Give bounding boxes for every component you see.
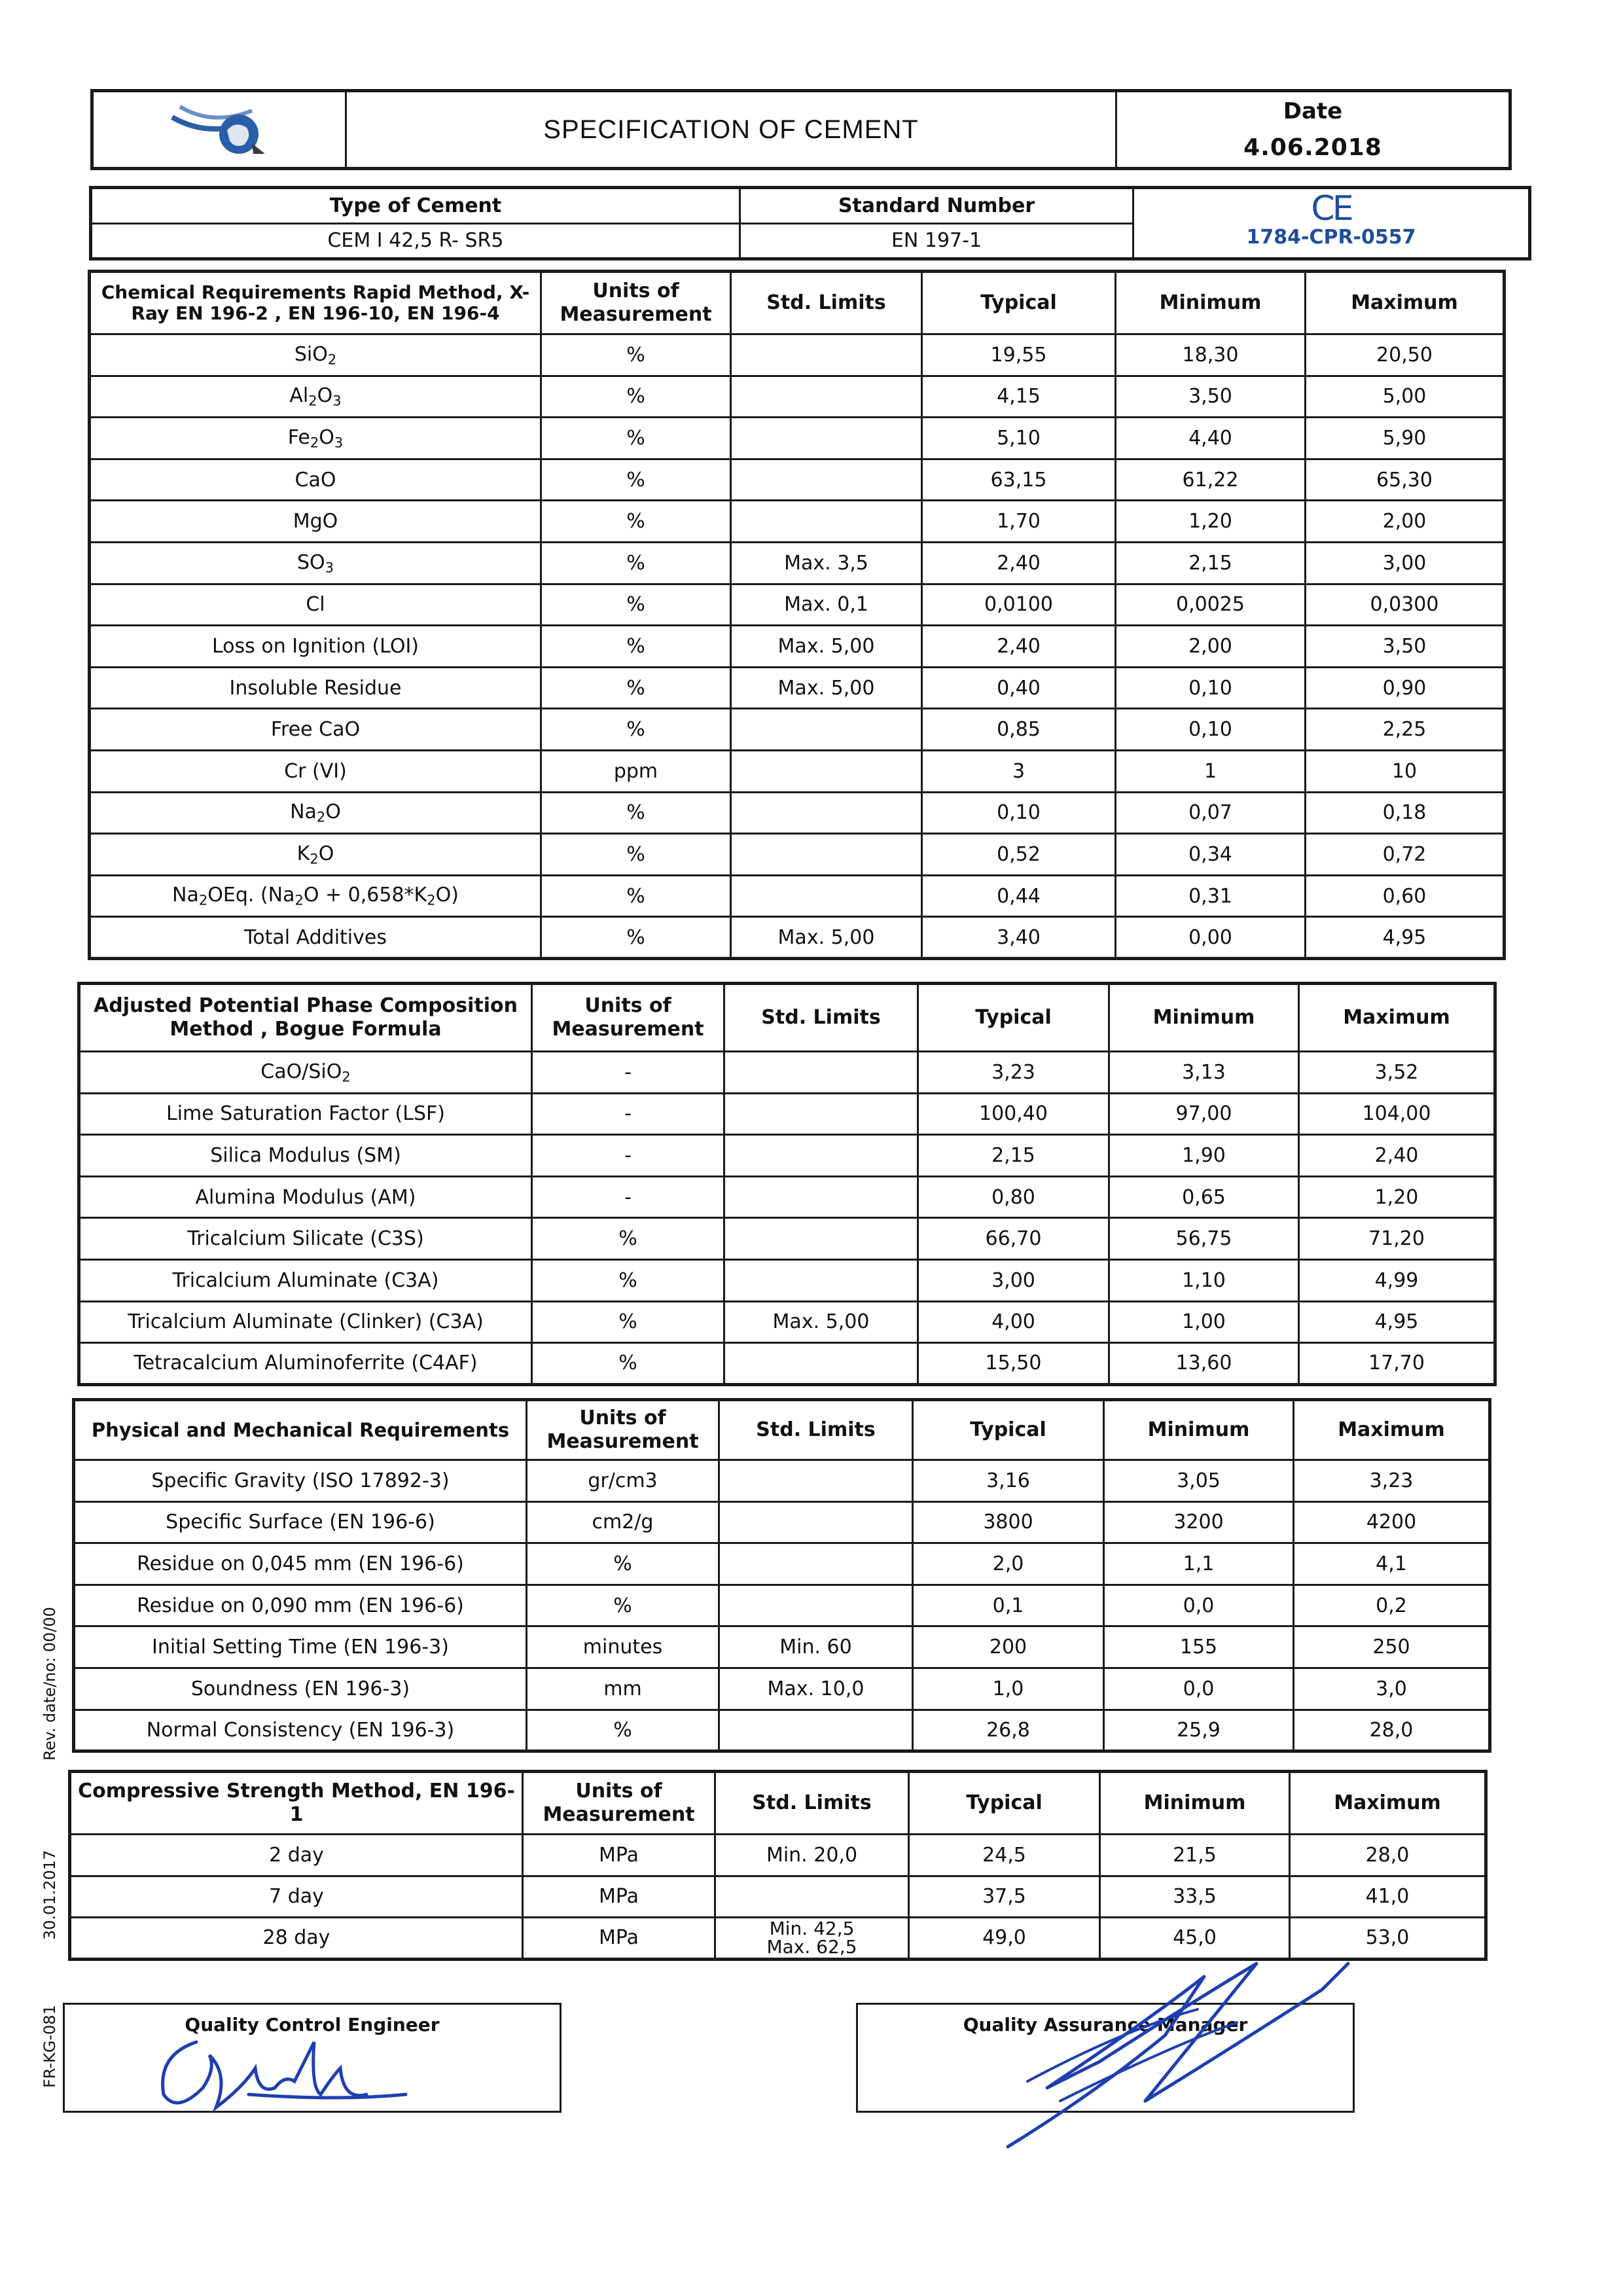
physical-rows <box>74 1460 1490 1751</box>
std-limits-header: Std. Limits <box>715 1772 909 1835</box>
physical-row <box>74 1460 1490 1502</box>
typical-value: 0,85 <box>922 709 1116 751</box>
param-name: 2 day <box>70 1835 523 1876</box>
maximum-value: 53,0 <box>1290 1918 1486 1960</box>
unit-value: MPa <box>523 1876 715 1918</box>
chemical-requirements-table <box>88 270 1506 960</box>
minimum-value: 97,00 <box>1109 1093 1299 1135</box>
minimum-value: 33,5 <box>1100 1876 1290 1918</box>
compressive-title: Compressive Strength Method, EN 196-1 <box>70 1772 523 1835</box>
phase-row <box>79 1052 1495 1094</box>
param-name: Initial Setting Time (EN 196-3) <box>74 1626 527 1668</box>
qa-signature-icon <box>929 1937 1400 2160</box>
compressive-row <box>70 1835 1486 1876</box>
param-name: CaO/SiO$_2$ <box>79 1052 532 1094</box>
chemical-row <box>90 709 1505 751</box>
typical-value: 49,0 <box>909 1918 1100 1960</box>
typical-value: 4,15 <box>922 376 1116 418</box>
unit-value: - <box>532 1135 724 1177</box>
physical-row <box>74 1710 1490 1751</box>
qa-label: Quality Assurance Manager <box>963 2014 1248 2036</box>
typical-value: 0,40 <box>922 667 1116 709</box>
maximum-value: 71,20 <box>1299 1218 1495 1260</box>
std-limits-value: Max. 5,00 <box>731 667 922 709</box>
maximum-value: 2,40 <box>1299 1135 1495 1177</box>
unit-value: - <box>532 1093 724 1135</box>
typical-header: Typical <box>918 984 1109 1052</box>
param-name: Cr (VI) <box>90 750 541 792</box>
maximum-value: 5,00 <box>1306 376 1505 418</box>
typical-value: 66,70 <box>918 1218 1109 1260</box>
unit-value: % <box>541 917 731 959</box>
standard-number-label: Standard Number <box>740 188 1133 224</box>
chemical-row <box>90 626 1505 668</box>
typical-value: 2,0 <box>913 1543 1104 1585</box>
unit-value: % <box>541 418 731 459</box>
minimum-header: Minimum <box>1100 1772 1290 1835</box>
unit-value: % <box>527 1710 719 1751</box>
param-name: Insoluble Residue <box>90 667 541 709</box>
minimum-value: 3,13 <box>1109 1052 1299 1094</box>
unit-value: % <box>532 1343 724 1385</box>
code-side-text: FR-KG-081 <box>41 2005 59 2088</box>
typical-header: Typical <box>913 1400 1104 1460</box>
maximum-header: Maximum <box>1299 984 1495 1052</box>
minimum-value: 18,30 <box>1116 334 1306 376</box>
phase-row <box>79 1176 1495 1218</box>
physical-row <box>74 1668 1490 1710</box>
std-limits-value <box>724 1259 918 1301</box>
minimum-value: 21,5 <box>1100 1835 1290 1876</box>
param-name: Alumina Modulus (AM) <box>79 1176 532 1218</box>
unit-value: % <box>541 875 731 917</box>
unit-value: ppm <box>541 750 731 792</box>
unit-value: % <box>541 334 731 376</box>
std-limits-value: Max. 5,00 <box>731 626 922 668</box>
maximum-value: 3,0 <box>1294 1668 1490 1710</box>
minimum-value: 45,0 <box>1100 1918 1290 1960</box>
maximum-value: 4,1 <box>1294 1543 1490 1585</box>
typical-value: 3 <box>922 750 1116 792</box>
std-limits-value <box>719 1543 913 1585</box>
typical-value: 3,16 <box>913 1460 1104 1502</box>
minimum-value: 155 <box>1104 1626 1294 1668</box>
physical-requirements-table <box>72 1398 1491 1753</box>
unit-value: % <box>541 792 731 834</box>
param-name: $Na_2OEq$. $(Na_2O + 0,658*K_2O)$ <box>90 875 541 917</box>
date-label: Date <box>1283 98 1343 124</box>
unit-value: gr/cm3 <box>527 1460 719 1502</box>
chemical-row <box>90 584 1505 626</box>
date-side-text: 30.01.2017 <box>41 1850 59 1940</box>
minimum-value: 3200 <box>1104 1501 1294 1543</box>
param-name: 28 day <box>70 1918 523 1960</box>
chemical-row <box>90 750 1505 792</box>
param-name: Specific Surface (EN 196-6) <box>74 1501 527 1543</box>
minimum-value: 1,10 <box>1109 1259 1299 1301</box>
std-limits-value <box>731 376 922 418</box>
minimum-value: 3,05 <box>1104 1460 1294 1502</box>
unit-value: MPa <box>523 1918 715 1960</box>
maximum-value: 5,90 <box>1306 418 1505 459</box>
param-name: Tricalcium Aluminate (C3A) <box>79 1259 532 1301</box>
std-limits-value <box>719 1501 913 1543</box>
maximum-value: 0,0300 <box>1306 584 1505 626</box>
unit-value: % <box>527 1543 719 1585</box>
unit-value: minutes <box>527 1626 719 1668</box>
minimum-value: 1,20 <box>1116 501 1306 543</box>
minimum-value: 4,40 <box>1116 418 1306 459</box>
minimum-value: 13,60 <box>1109 1343 1299 1385</box>
typical-value: 200 <box>913 1626 1104 1668</box>
typical-header: Typical <box>909 1772 1100 1835</box>
param-name: CaO <box>90 459 541 501</box>
phase-row <box>79 1218 1495 1260</box>
chemical-row <box>90 875 1505 917</box>
typical-value: 15,50 <box>918 1343 1109 1385</box>
typical-value: 1,70 <box>922 501 1116 543</box>
unit-value: cm2/g <box>527 1501 719 1543</box>
std-limits-value: Min. 20,0 <box>715 1835 909 1876</box>
typical-value: 63,15 <box>922 459 1116 501</box>
std-limits-header: Std. Limits <box>724 984 918 1052</box>
physical-row <box>74 1585 1490 1626</box>
maximum-value: 2,00 <box>1306 501 1505 543</box>
date-cell <box>1116 91 1510 169</box>
std-limits-value: Min. 60 <box>719 1626 913 1668</box>
minimum-value: 0,0025 <box>1116 584 1306 626</box>
phase-row <box>79 1259 1495 1301</box>
phase-composition-table <box>77 982 1497 1386</box>
std-limits-value <box>715 1876 909 1918</box>
maximum-header: Maximum <box>1290 1772 1486 1835</box>
param-name: $Fe_2O_3$ <box>90 418 541 459</box>
minimum-value: 1 <box>1116 750 1306 792</box>
std-limits-value: Max. 5,00 <box>731 917 922 959</box>
logo-cell <box>92 91 346 169</box>
maximum-value: 28,0 <box>1294 1710 1490 1751</box>
chemical-row <box>90 917 1505 959</box>
unit-value: % <box>541 709 731 751</box>
minimum-value: 56,75 <box>1109 1218 1299 1260</box>
minimum-value: 61,22 <box>1116 459 1306 501</box>
maximum-value: 0,18 <box>1306 792 1505 834</box>
ce-cell <box>1133 188 1530 259</box>
maximum-value: 104,00 <box>1299 1093 1495 1135</box>
unit-value: % <box>527 1585 719 1626</box>
unit-value: - <box>532 1052 724 1094</box>
typical-value: 24,5 <box>909 1835 1100 1876</box>
minimum-value: 0,34 <box>1116 834 1306 876</box>
typical-value: 3,00 <box>918 1259 1109 1301</box>
param-name: 7 day <box>70 1876 523 1918</box>
minimum-header: Minimum <box>1109 984 1299 1052</box>
chemical-rows <box>90 334 1505 959</box>
unit-value: % <box>541 542 731 584</box>
minimum-value: 3,50 <box>1116 376 1306 418</box>
typical-value: 0,52 <box>922 834 1116 876</box>
qc-signature-icon <box>144 2016 419 2134</box>
typical-value: 3,23 <box>918 1052 1109 1094</box>
unit-value: % <box>532 1301 724 1343</box>
maximum-value: 4200 <box>1294 1501 1490 1543</box>
chemical-row <box>90 667 1505 709</box>
std-limits-value <box>731 459 922 501</box>
minimum-value: 0,0 <box>1104 1585 1294 1626</box>
chemical-row <box>90 334 1505 376</box>
type-of-cement-value: CEM I 42,5 R- SR5 <box>91 223 740 259</box>
param-name: Lime Saturation Factor (LSF) <box>79 1093 532 1135</box>
param-name: Residue on 0,090 mm (EN 196-6) <box>74 1585 527 1626</box>
phase-row <box>79 1135 1495 1177</box>
minimum-value: 0,10 <box>1116 709 1306 751</box>
physical-title: Physical and Mechanical Requirements <box>74 1400 527 1460</box>
compressive-row <box>70 1876 1486 1918</box>
rev-side-text: Rev. date/no: 00/00 <box>41 1607 59 1761</box>
compressive-strength-table <box>68 1770 1488 1961</box>
std-limits-value <box>724 1093 918 1135</box>
typical-value: 1,0 <box>913 1668 1104 1710</box>
physical-row <box>74 1501 1490 1543</box>
maximum-value: 41,0 <box>1290 1876 1486 1918</box>
type-of-cement-label: Type of Cement <box>91 188 740 224</box>
std-limits-value <box>731 334 922 376</box>
maximum-value: 28,0 <box>1290 1835 1486 1876</box>
typical-value: 2,40 <box>922 626 1116 668</box>
minimum-value: 0,07 <box>1116 792 1306 834</box>
minimum-header: Minimum <box>1116 272 1306 334</box>
unit-value: % <box>541 501 731 543</box>
cement-info-table <box>89 186 1531 260</box>
date-value: 4.06.2018 <box>1243 134 1382 161</box>
maximum-value: 3,23 <box>1294 1460 1490 1502</box>
param-name: $SO_3$ <box>90 542 541 584</box>
units-header: Units of Measurement <box>527 1400 719 1460</box>
param-name: Soundness (EN 196-3) <box>74 1668 527 1710</box>
typical-value: 0,1 <box>913 1585 1104 1626</box>
param-name: Normal Consistency (EN 196-3) <box>74 1710 527 1751</box>
std-limit-min: Min. 42,5 <box>769 1917 855 1939</box>
physical-row <box>74 1543 1490 1585</box>
typical-value: 3800 <box>913 1501 1104 1543</box>
typical-value: 0,80 <box>918 1176 1109 1218</box>
unit-value: % <box>541 667 731 709</box>
document-title: SPECIFICATION OF CEMENT <box>346 91 1116 169</box>
ce-mark: CE <box>1311 189 1351 228</box>
std-limits-value <box>731 834 922 876</box>
chemical-row <box>90 418 1505 459</box>
chemical-title: Chemical Requirements Rapid Method, X-Ray EN 196-2 , EN 196-10, EN 196-4 <box>90 272 541 334</box>
param-name: Tetracalcium Aluminoferrite (C4AF) <box>79 1343 532 1385</box>
physical-row <box>74 1626 1490 1668</box>
param-name: Residue on 0,045 mm (EN 196-6) <box>74 1543 527 1585</box>
param-name: Specific Gravity (ISO 17892-3) <box>74 1460 527 1502</box>
maximum-value: 3,50 <box>1306 626 1505 668</box>
typical-value: 5,10 <box>922 418 1116 459</box>
qc-label: Quality Control Engineer <box>185 2014 440 2036</box>
std-limits-header: Std. Limits <box>719 1400 913 1460</box>
typical-value: 19,55 <box>922 334 1116 376</box>
company-logo-icon <box>167 98 272 156</box>
std-limits-value <box>724 1343 918 1385</box>
maximum-value: 0,2 <box>1294 1585 1490 1626</box>
maximum-value: 1,20 <box>1299 1176 1495 1218</box>
standard-number-value: EN 197-1 <box>740 223 1133 259</box>
minimum-value: 0,00 <box>1116 917 1306 959</box>
units-header: Units of Measurement <box>523 1772 715 1835</box>
std-limits-value <box>731 418 922 459</box>
std-limits-value <box>715 1918 909 1960</box>
param-name: $Al_2O_3$ <box>90 376 541 418</box>
std-limits-value <box>731 501 922 543</box>
minimum-value: 1,90 <box>1109 1135 1299 1177</box>
typical-header: Typical <box>922 272 1116 334</box>
typical-value: 2,15 <box>918 1135 1109 1177</box>
std-limits-value <box>719 1585 913 1626</box>
std-limits-value <box>731 875 922 917</box>
maximum-value: 4,95 <box>1306 917 1505 959</box>
maximum-value: 0,72 <box>1306 834 1505 876</box>
minimum-value: 1,1 <box>1104 1543 1294 1585</box>
typical-value: 2,40 <box>922 542 1116 584</box>
maximum-value: 0,60 <box>1306 875 1505 917</box>
std-limits-value <box>724 1218 918 1260</box>
chemical-row <box>90 834 1505 876</box>
maximum-value: 4,95 <box>1299 1301 1495 1343</box>
param-name: MgO <box>90 501 541 543</box>
std-limits-value <box>724 1052 918 1094</box>
minimum-value: 0,0 <box>1104 1668 1294 1710</box>
units-header: Units of Measurement <box>532 984 724 1052</box>
typical-value: 37,5 <box>909 1876 1100 1918</box>
std-limits-value <box>719 1710 913 1751</box>
minimum-value: 2,00 <box>1116 626 1306 668</box>
maximum-value: 0,90 <box>1306 667 1505 709</box>
std-limits-value <box>724 1135 918 1177</box>
std-limits-value <box>719 1460 913 1502</box>
minimum-value: 0,31 <box>1116 875 1306 917</box>
unit-value: - <box>532 1176 724 1218</box>
std-limits-value: Max. 0,1 <box>731 584 922 626</box>
std-limits-header: Std. Limits <box>731 272 922 334</box>
maximum-value: 2,25 <box>1306 709 1505 751</box>
maximum-value: 3,00 <box>1306 542 1505 584</box>
typical-value: 100,40 <box>918 1093 1109 1135</box>
std-limits-value <box>731 792 922 834</box>
param-name: $K_2O$ <box>90 834 541 876</box>
param-name: Cl <box>90 584 541 626</box>
phase-title: Adjusted Potential Phase Composition Method , Bogue Formula <box>79 984 532 1052</box>
std-limits-value: Max. 3,5 <box>731 542 922 584</box>
param-name: Silica Modulus (SM) <box>79 1135 532 1177</box>
unit-value: MPa <box>523 1835 715 1876</box>
minimum-value: 0,65 <box>1109 1176 1299 1218</box>
unit-value: % <box>541 376 731 418</box>
std-limits-value: Max. 10,0 <box>719 1668 913 1710</box>
param-name: Total Additives <box>90 917 541 959</box>
maximum-value: 250 <box>1294 1626 1490 1668</box>
typical-value: 3,40 <box>922 917 1116 959</box>
typical-value: 0,0100 <box>922 584 1116 626</box>
unit-value: mm <box>527 1668 719 1710</box>
std-limits-value: Max. 5,00 <box>724 1301 918 1343</box>
minimum-header: Minimum <box>1104 1400 1294 1460</box>
unit-value: % <box>541 626 731 668</box>
param-name: Free CaO <box>90 709 541 751</box>
typical-value: 0,10 <box>922 792 1116 834</box>
maximum-value: 3,52 <box>1299 1052 1495 1094</box>
std-limits-value <box>724 1176 918 1218</box>
chemical-row <box>90 459 1505 501</box>
unit-value: % <box>532 1218 724 1260</box>
chemical-row <box>90 501 1505 543</box>
param-name: Tricalcium Silicate (C3S) <box>79 1218 532 1260</box>
phase-row <box>79 1301 1495 1343</box>
phase-row <box>79 1093 1495 1135</box>
maximum-value: 20,50 <box>1306 334 1505 376</box>
maximum-header: Maximum <box>1294 1400 1490 1460</box>
chemical-row <box>90 376 1505 418</box>
unit-value: % <box>541 584 731 626</box>
unit-value: % <box>541 459 731 501</box>
minimum-value: 1,00 <box>1109 1301 1299 1343</box>
param-name: SiO$_2$ <box>90 334 541 376</box>
maximum-value: 17,70 <box>1299 1343 1495 1385</box>
minimum-value: 0,10 <box>1116 667 1306 709</box>
chemical-row <box>90 542 1505 584</box>
std-limits-value <box>731 750 922 792</box>
unit-value: % <box>541 834 731 876</box>
phase-row <box>79 1343 1495 1385</box>
units-header: Units of Measurement <box>541 272 731 334</box>
maximum-value: 65,30 <box>1306 459 1505 501</box>
phase-rows <box>79 1052 1495 1385</box>
ce-number: 1784-CPR-0557 <box>1246 226 1416 249</box>
typical-value: 0,44 <box>922 875 1116 917</box>
maximum-value: 10 <box>1306 750 1505 792</box>
typical-value: 26,8 <box>913 1710 1104 1751</box>
maximum-value: 4,99 <box>1299 1259 1495 1301</box>
param-name: Loss on Ignition (LOI) <box>90 626 541 668</box>
param-name: Tricalcium Aluminate (Clinker) (C3A) <box>79 1301 532 1343</box>
minimum-value: 25,9 <box>1104 1710 1294 1751</box>
param-name: $Na_2O$ <box>90 792 541 834</box>
header-table <box>90 89 1512 170</box>
chemical-row <box>90 792 1505 834</box>
std-limits-value <box>731 709 922 751</box>
unit-value: % <box>532 1259 724 1301</box>
maximum-header: Maximum <box>1306 272 1505 334</box>
typical-value: 4,00 <box>918 1301 1109 1343</box>
std-limit-max: Max. 62,5 <box>766 1935 857 1958</box>
minimum-value: 2,15 <box>1116 542 1306 584</box>
